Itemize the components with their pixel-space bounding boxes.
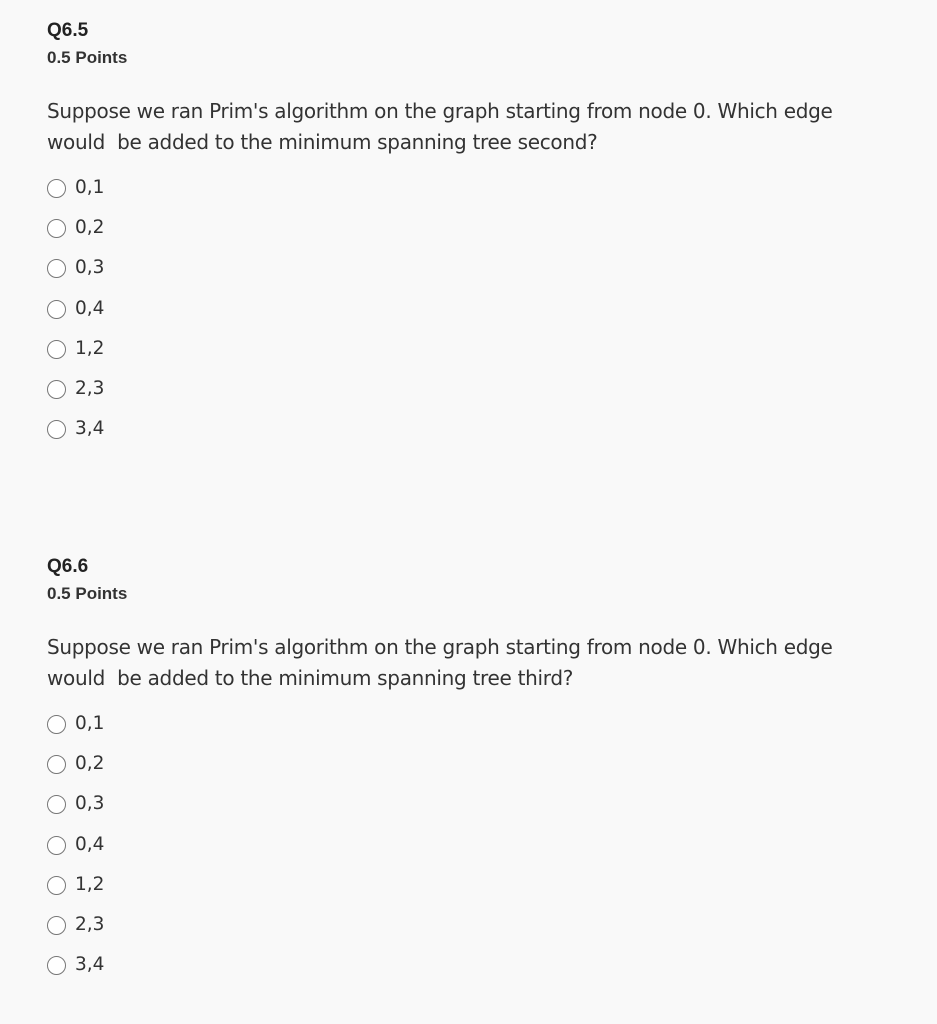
answer-option-3-4[interactable] — [47, 409, 907, 449]
radio-button[interactable] — [47, 715, 66, 734]
radio-button[interactable] — [47, 876, 66, 895]
question-prompt — [47, 632, 907, 694]
answer-option-1-2[interactable] — [47, 329, 907, 369]
radio-button[interactable] — [47, 420, 66, 439]
question-title: Q6.5 — [47, 20, 89, 41]
question-points: 0.5 Points — [47, 48, 128, 67]
option-label: 3,4 — [75, 954, 105, 976]
radio-button[interactable] — [47, 916, 66, 935]
radio-button[interactable] — [47, 340, 66, 359]
question-prompt-line: would be added to the minimum spanning tree third? — [47, 666, 574, 690]
answer-option-2-3[interactable] — [47, 369, 907, 409]
answer-options — [47, 704, 907, 985]
question-prompt-line: Suppose we ran Prim's algorithm on the graph starting from node 0. Which edge — [47, 99, 833, 123]
option-label: 0,1 — [75, 713, 105, 735]
option-label: 0,2 — [75, 753, 105, 775]
option-label: 0,1 — [75, 177, 105, 199]
radio-button[interactable] — [47, 956, 66, 975]
option-label: 0,3 — [75, 257, 105, 279]
option-label: 1,2 — [75, 873, 105, 895]
answer-option-0-1[interactable] — [47, 168, 907, 208]
answer-options — [47, 168, 907, 449]
radio-button[interactable] — [47, 259, 66, 278]
answer-option-1-2[interactable] — [47, 865, 907, 905]
option-label: 2,3 — [75, 378, 105, 400]
answer-option-3-4[interactable] — [47, 945, 907, 985]
question-points: 0.5 Points — [47, 584, 128, 603]
option-label: 3,4 — [75, 418, 105, 440]
question-title: Q6.6 — [47, 556, 89, 577]
radio-button[interactable] — [47, 219, 66, 238]
question-prompt — [47, 96, 907, 158]
question-q6-6 — [47, 555, 907, 1001]
radio-button[interactable] — [47, 755, 66, 774]
radio-button[interactable] — [47, 179, 66, 198]
answer-option-0-4[interactable] — [47, 289, 907, 329]
answer-option-2-3[interactable] — [47, 905, 907, 945]
answer-option-0-3[interactable] — [47, 784, 907, 824]
answer-option-0-2[interactable] — [47, 744, 907, 784]
answer-option-0-2[interactable] — [47, 208, 907, 248]
radio-button[interactable] — [47, 836, 66, 855]
answer-option-0-1[interactable] — [47, 704, 907, 744]
question-prompt-line: Suppose we ran Prim's algorithm on the graph starting from node 0. Which edge — [47, 635, 833, 659]
radio-button[interactable] — [47, 300, 66, 319]
option-label: 1,2 — [75, 337, 105, 359]
option-label: 0,4 — [75, 833, 105, 855]
option-label: 0,2 — [75, 217, 105, 239]
answer-option-0-4[interactable] — [47, 825, 907, 865]
question-q6-5 — [47, 19, 907, 465]
option-label: 2,3 — [75, 914, 105, 936]
radio-button[interactable] — [47, 380, 66, 399]
option-label: 0,3 — [75, 793, 105, 815]
answer-option-0-3[interactable] — [47, 248, 907, 288]
option-label: 0,4 — [75, 297, 105, 319]
question-prompt-line: would be added to the minimum spanning tree second? — [47, 130, 598, 154]
radio-button[interactable] — [47, 795, 66, 814]
